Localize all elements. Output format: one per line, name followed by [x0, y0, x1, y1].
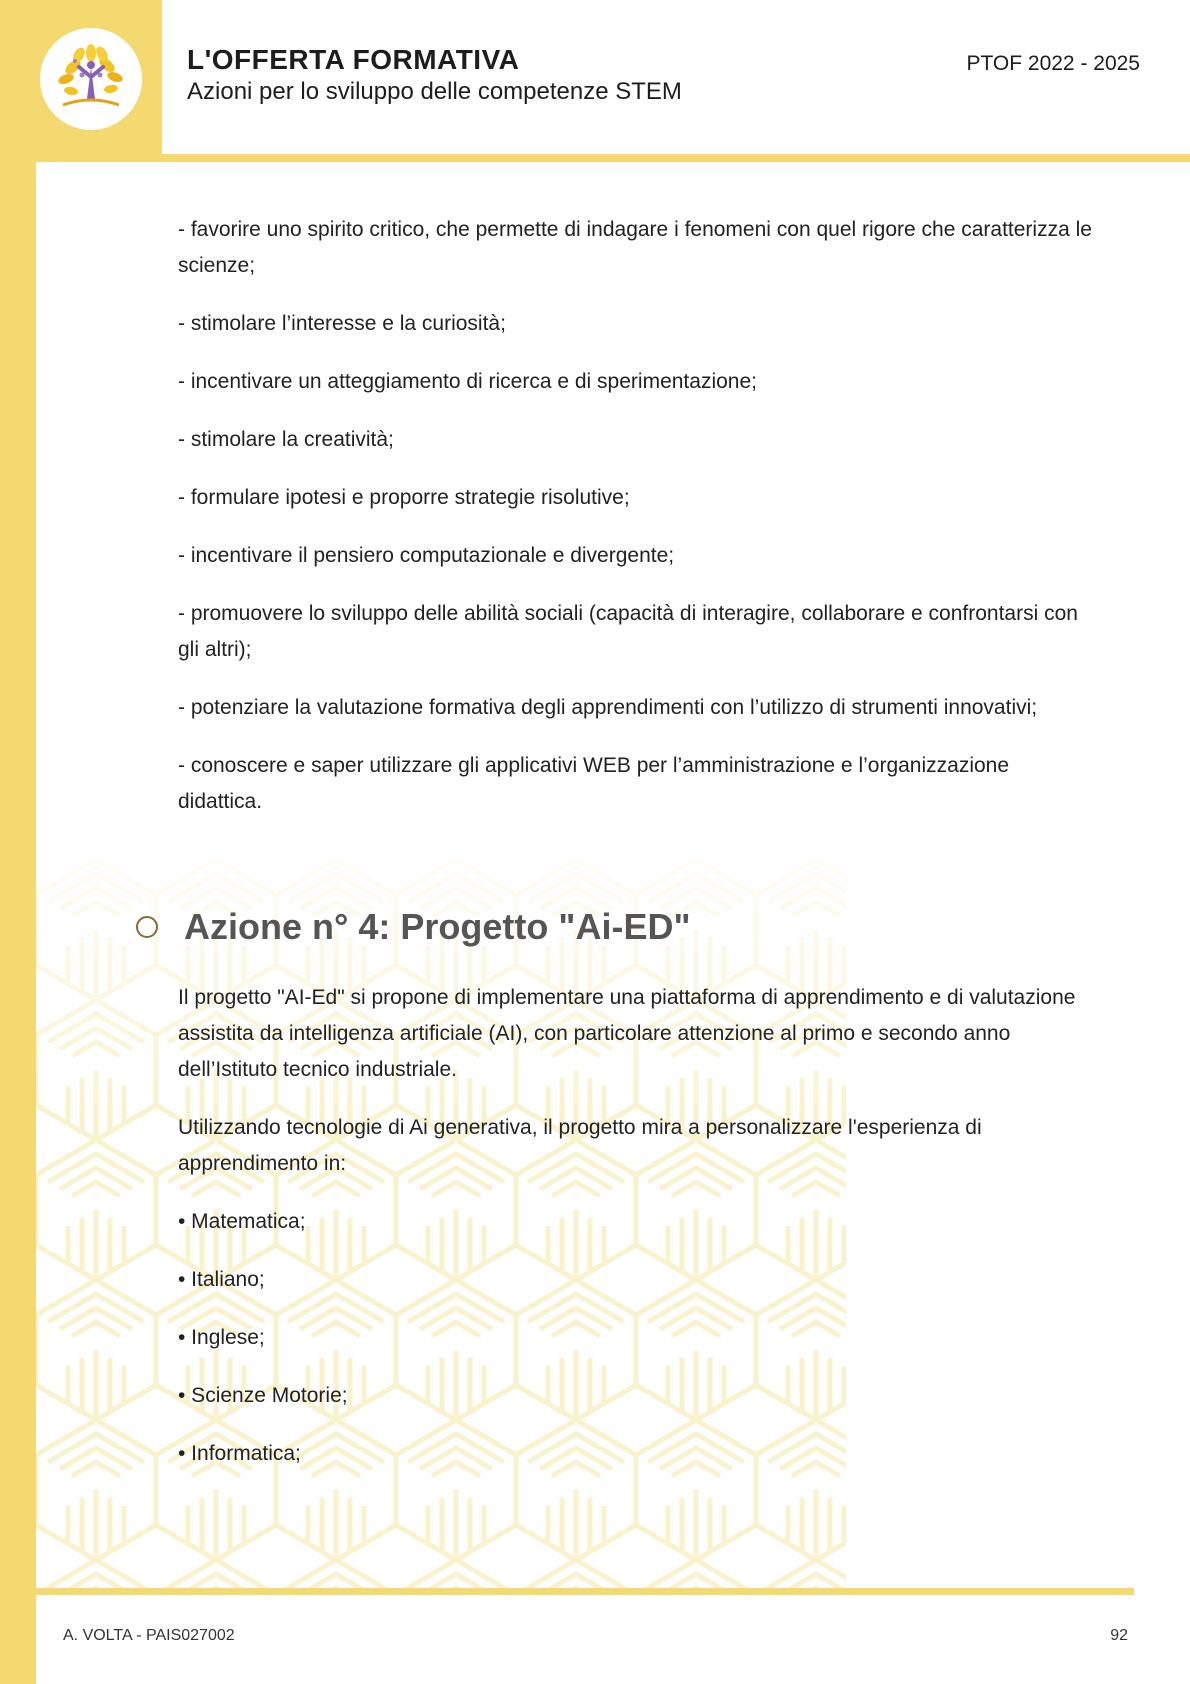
subject-item: • Matematica; [178, 1210, 306, 1233]
header-divider [36, 154, 1190, 162]
section-heading [136, 906, 1036, 948]
objective-item: - potenziare la valutazione formativa degli apprendimenti con l’utilizzo di strumenti innovativi; [178, 696, 1038, 719]
objective-item: - stimolare la creatività; [178, 428, 394, 451]
school-logo [40, 28, 142, 130]
objectives-list [178, 212, 1098, 842]
subject-item: • Inglese; [178, 1326, 265, 1349]
section-title: Azione n° 4: Progetto "Ai-ED" [184, 906, 691, 947]
page-subtitle: Azioni per lo sviluppo delle competenze STEM [187, 78, 682, 105]
subject-item: • Italiano; [178, 1268, 265, 1291]
circle-outline-icon [136, 916, 158, 938]
header-logo-block [0, 0, 162, 160]
page-number: 92 [1110, 1627, 1128, 1644]
section-body [178, 980, 1098, 1494]
objective-item: - incentivare il pensiero computazionale e divergente; [178, 544, 675, 567]
section-paragraph: Il progetto "AI-Ed" si propone di implementare una piattaforma di apprendimento e di valutazione assistita da intelligenza artificiale (AI), con particolare attenzione al primo e secondo anno dell’Istituto tecnico industriale. [178, 986, 1076, 1081]
footer-divider [36, 1588, 1134, 1595]
page-title: L'OFFERTA FORMATIVA [187, 44, 520, 75]
objective-item: - conoscere e saper utilizzare gli applicativi WEB per l’amministrazione e l’organizzazione didattica. [178, 754, 1010, 813]
subject-item: • Informatica; [178, 1442, 301, 1465]
objective-item: - incentivare un atteggiamento di ricerca e di sperimentazione; [178, 370, 757, 393]
left-accent-bar [0, 160, 36, 1684]
ptof-label: PTOF 2022 - 2025 [966, 52, 1140, 75]
subject-item: • Scienze Motorie; [178, 1384, 348, 1407]
section-paragraph: Utilizzando tecnologie di Ai generativa, il progetto mira a personalizzare l'esperienza di apprendimento in: [178, 1116, 982, 1175]
objective-item: - formulare ipotesi e proporre strategie risolutive; [178, 486, 630, 509]
objective-item: - stimolare l’interesse e la curiosità; [178, 312, 506, 335]
tree-logo-icon [49, 37, 133, 121]
objective-item: - favorire uno spirito critico, che permette di indagare i fenomeni con quel rigore che caratterizza le scienze; [178, 218, 1092, 277]
footer-school-code: A. VOLTA - PAIS027002 [63, 1627, 235, 1644]
objective-item: - promuovere lo sviluppo delle abilità sociali (capacità di interagire, collaborare e confrontarsi con gli altri); [178, 602, 1078, 661]
